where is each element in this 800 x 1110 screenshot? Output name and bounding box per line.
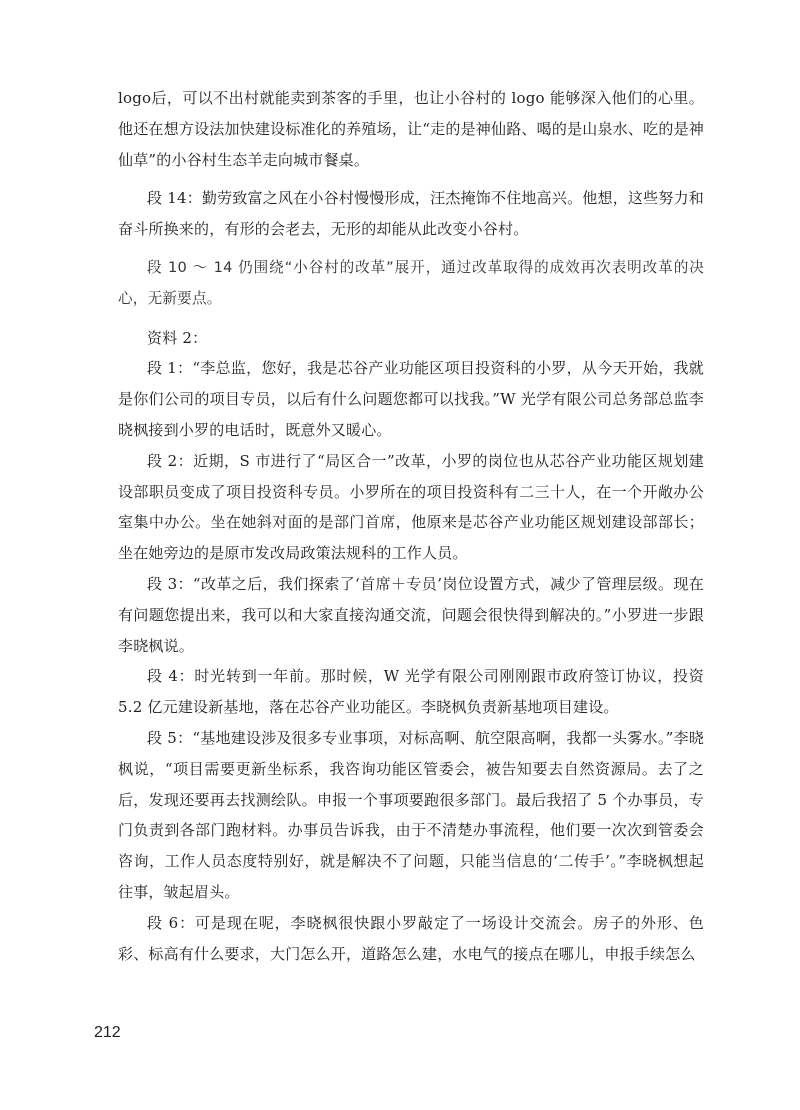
page-number: 212 xyxy=(94,1024,121,1041)
paragraph-segment-1: 段 1：“李总监，您好，我是芯谷产业功能区项目投资科的小罗，从今天开始，我就是你们公司的项目专员，以后有什么问题您都可以找我。”W 光学有限公司总务部总监李晓枫接到小罗的电话时，既意外又暖心。 xyxy=(118,359,704,439)
paragraph-segment-2: 段 2：近期，S 市进行了“局区合一”改革，小罗的岗位也从芯谷产业功能区规划建设部职员变成了项目投资科专员。小罗所在的项目投资科有二三十人，在一个开敞办公室集中办公。坐在她斜对面的是部门首席，他原来是芯谷产业功能区规划建设部部长；坐在她旁边的是原市发改局政策法规科的工作人员。 xyxy=(118,451,704,563)
document-page xyxy=(118,83,704,969)
paragraph-segment-4: 段 4：时光转到一年前。那时候，W 光学有限公司刚刚跟市政府签订协议，投资 5.2 亿元建设新基地，落在芯谷产业功能区。李晓枫负责新基地项目建设。 xyxy=(118,667,704,717)
paragraph-segment-14: 段 14：勤劳致富之风在小谷村慢慢形成，汪杰掩饰不住地高兴。他想，这些努力和奋斗所换来的，有形的会老去，无形的却能从此改变小谷村。 xyxy=(118,189,704,239)
paragraph-segment-6: 段 6：可是现在呢，李晓枫很快跟小罗敲定了一场设计交流会。房子的外形、色彩、标高有什么要求，大门怎么开，道路怎么建，水电气的接点在哪儿，申报手续怎么 xyxy=(118,913,704,963)
paragraph-segment-3: 段 3：“改革之后，我们探索了‘首席＋专员’岗位设置方式，减少了管理层级。现在有问题您提出来，我可以和大家直接沟通交流，问题会很快得到解决的。”小罗进一步跟李晓枫说。 xyxy=(118,574,704,655)
section-heading-material-2: 资料 2： xyxy=(147,328,208,347)
paragraph-continuation: logo后，可以不出村就能卖到茶客的手里，也让小谷村的 logo 能够深入他们的心里。他还在想方设法加快建设标准化的养殖场，让“走的是神仙路、喝的是山泉水、吃的是神仙草”的小谷村生态羊走向城市餐桌。 xyxy=(118,89,704,169)
paragraph-segment-5: 段 5：“基地建设涉及很多专业事项，对标高啊、航空限高啊，我都一头雾水。”李晓枫说，“项目需要更新坐标系，我咨询功能区管委会，被告知要去自然资源局。去了之后，发现还要再去找测绘队。申报一个事项要跑很多部门。最后我招了 5 个办事员，专门负责到各部门跑材料。办事员告诉我，由于不清楚办事流程，他们要一次次到管委会咨询，工作人员态度特别好，就是解决不了问题，只能当信息的‘二传手’。”李晓枫想起往事，皱起眉头。 xyxy=(118,728,704,901)
analysis-note: 段 10 ～ 14 仍围绕“小谷村的改革”展开，通过改革取得的成效再次表明改革的决心，无新要点。 xyxy=(118,258,704,307)
